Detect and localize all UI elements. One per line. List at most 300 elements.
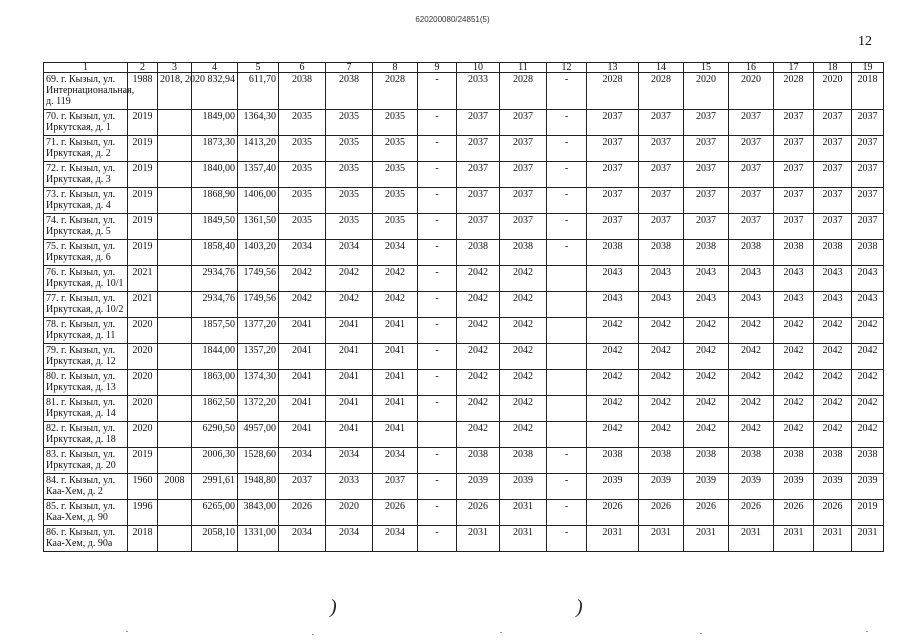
table-cell bbox=[158, 318, 192, 344]
table-cell: 2019 bbox=[128, 136, 158, 162]
table-cell: 2042 bbox=[729, 318, 774, 344]
table-row bbox=[44, 500, 884, 526]
table-cell: 2042 bbox=[814, 318, 852, 344]
address-cell: 86. г. Кызыл, ул. Каа-Хем, д. 90а bbox=[44, 526, 128, 552]
table-cell bbox=[158, 240, 192, 266]
table-cell: 2037 bbox=[684, 214, 729, 240]
table-cell: 2035 bbox=[373, 214, 418, 240]
table-cell: 2031 bbox=[500, 500, 547, 526]
table-cell: 2035 bbox=[373, 136, 418, 162]
table-cell: 2042 bbox=[639, 318, 684, 344]
table-cell: 2041 bbox=[279, 422, 326, 448]
table-cell: 2041 bbox=[326, 344, 373, 370]
table-cell: 2026 bbox=[457, 500, 500, 526]
column-header-4: 4 bbox=[192, 63, 238, 73]
table-row bbox=[44, 266, 884, 292]
table-cell: - bbox=[547, 474, 587, 500]
table-cell: 1374,30 bbox=[238, 370, 279, 396]
table-cell: 2039 bbox=[587, 474, 639, 500]
table-cell: 2042 bbox=[852, 370, 884, 396]
table-cell: 2041 bbox=[279, 370, 326, 396]
table-cell: - bbox=[547, 136, 587, 162]
table-cell: 2042 bbox=[457, 396, 500, 422]
table-cell: 2042 bbox=[373, 266, 418, 292]
table-cell: - bbox=[418, 292, 457, 318]
table-cell: 2042 bbox=[279, 292, 326, 318]
table-cell: 2037 bbox=[639, 188, 684, 214]
table-cell: 2021 bbox=[128, 266, 158, 292]
table-cell: 2038 bbox=[852, 448, 884, 474]
table-cell: 2020 bbox=[128, 396, 158, 422]
table-cell: 2037 bbox=[729, 110, 774, 136]
table-row bbox=[44, 474, 884, 500]
table-cell: 2042 bbox=[587, 422, 639, 448]
table-cell: 2019 bbox=[128, 110, 158, 136]
table-cell: - bbox=[418, 500, 457, 526]
table-cell: 2035 bbox=[373, 110, 418, 136]
table-cell: 2043 bbox=[814, 292, 852, 318]
table-cell: 2034 bbox=[326, 448, 373, 474]
table-cell: 1858,40 bbox=[192, 240, 238, 266]
column-header-5: 5 bbox=[238, 63, 279, 73]
table-cell: 2037 bbox=[457, 136, 500, 162]
table-cell: 2020 bbox=[128, 370, 158, 396]
table-cell: 2035 bbox=[326, 188, 373, 214]
table-cell: 2021 bbox=[128, 292, 158, 318]
address-cell: 72. г. Кызыл, ул. Иркутская, д. 3 bbox=[44, 162, 128, 188]
table-cell: 2038 bbox=[814, 448, 852, 474]
table-cell: 2042 bbox=[814, 422, 852, 448]
table-row bbox=[44, 162, 884, 188]
table-cell: 2019 bbox=[852, 500, 884, 526]
table-cell: 2038 bbox=[326, 73, 373, 110]
table-cell: 2038 bbox=[639, 240, 684, 266]
table-cell: 2037 bbox=[500, 162, 547, 188]
table-cell: 2042 bbox=[587, 396, 639, 422]
table-cell: 2035 bbox=[326, 214, 373, 240]
table-cell: 2043 bbox=[729, 266, 774, 292]
table-cell: 2042 bbox=[814, 370, 852, 396]
table-cell: 2039 bbox=[852, 474, 884, 500]
handwritten-mark-right: ) bbox=[576, 596, 583, 618]
table-row bbox=[44, 370, 884, 396]
table-cell: 2042 bbox=[639, 396, 684, 422]
table-cell: 2041 bbox=[373, 370, 418, 396]
table-cell: - bbox=[418, 188, 457, 214]
table-cell: 2034 bbox=[279, 448, 326, 474]
table-cell: 2042 bbox=[500, 422, 547, 448]
table-cell: - bbox=[418, 526, 457, 552]
table-cell: 2037 bbox=[500, 188, 547, 214]
column-header-16: 16 bbox=[729, 63, 774, 73]
table-cell: - bbox=[418, 318, 457, 344]
table-cell: 2042 bbox=[500, 318, 547, 344]
table-cell: 2043 bbox=[639, 266, 684, 292]
table-cell: 6290,50 bbox=[192, 422, 238, 448]
column-header-1: 1 bbox=[44, 63, 128, 73]
table-row bbox=[44, 136, 884, 162]
table-cell: 2037 bbox=[684, 162, 729, 188]
table-cell: 1749,56 bbox=[238, 266, 279, 292]
table-cell: 2006,30 bbox=[192, 448, 238, 474]
table-cell bbox=[158, 136, 192, 162]
table-cell: 2037 bbox=[814, 136, 852, 162]
table-cell: 2042 bbox=[457, 344, 500, 370]
address-cell: 69. г. Кызыл, ул. Интернациональная, д. 119 bbox=[44, 73, 128, 110]
column-header-11: 11 bbox=[500, 63, 547, 73]
table-cell: 2031 bbox=[729, 526, 774, 552]
table-cell bbox=[158, 162, 192, 188]
document-id: 620200080/24851(5) bbox=[415, 15, 490, 24]
table-cell: - bbox=[547, 240, 587, 266]
table-cell: 2028 bbox=[774, 73, 814, 110]
table-cell: 2043 bbox=[852, 292, 884, 318]
table-cell: 2026 bbox=[684, 500, 729, 526]
table-cell: 2037 bbox=[587, 110, 639, 136]
table-cell: 2035 bbox=[326, 110, 373, 136]
address-cell: 79. г. Кызыл, ул. Иркутская, д. 12 bbox=[44, 344, 128, 370]
table-cell: 2037 bbox=[500, 110, 547, 136]
column-header-17: 17 bbox=[774, 63, 814, 73]
table-cell: 2038 bbox=[684, 448, 729, 474]
table-cell: 2037 bbox=[814, 110, 852, 136]
table-cell: 1996 bbox=[128, 500, 158, 526]
table-cell: 2042 bbox=[457, 266, 500, 292]
table-cell: 1377,20 bbox=[238, 318, 279, 344]
table-cell: 2042 bbox=[373, 292, 418, 318]
table-cell: - bbox=[418, 240, 457, 266]
table-cell: 2037 bbox=[729, 136, 774, 162]
column-header-13: 13 bbox=[587, 63, 639, 73]
table-cell bbox=[158, 500, 192, 526]
table-cell: 2028 bbox=[639, 73, 684, 110]
table-row bbox=[44, 292, 884, 318]
page-number: 12 bbox=[858, 34, 872, 49]
table-cell: 2020 bbox=[729, 73, 774, 110]
table-cell: 2026 bbox=[587, 500, 639, 526]
table-cell: 2037 bbox=[852, 136, 884, 162]
table-cell: 2041 bbox=[279, 344, 326, 370]
table-cell: 2037 bbox=[587, 162, 639, 188]
table-cell: 2934,76 bbox=[192, 292, 238, 318]
table-cell bbox=[158, 266, 192, 292]
table-cell: 1988 bbox=[128, 73, 158, 110]
table-cell: 2035 bbox=[279, 188, 326, 214]
table-cell: 1361,50 bbox=[238, 214, 279, 240]
table-cell: 2031 bbox=[814, 526, 852, 552]
table-cell: 2041 bbox=[326, 370, 373, 396]
table-cell: 1948,80 bbox=[238, 474, 279, 500]
table-cell: 2037 bbox=[587, 214, 639, 240]
table-cell: - bbox=[547, 526, 587, 552]
table-row bbox=[44, 318, 884, 344]
table-cell: 2037 bbox=[852, 188, 884, 214]
table-cell: 2037 bbox=[852, 162, 884, 188]
table-cell: 2043 bbox=[587, 266, 639, 292]
address-cell: 75. г. Кызыл, ул. Иркутская, д. 6 bbox=[44, 240, 128, 266]
table-cell: 2042 bbox=[774, 396, 814, 422]
table-cell: 2035 bbox=[326, 136, 373, 162]
table-row bbox=[44, 526, 884, 552]
table-cell: 1406,00 bbox=[238, 188, 279, 214]
table-cell: 2039 bbox=[639, 474, 684, 500]
table-cell bbox=[158, 110, 192, 136]
table-cell bbox=[158, 370, 192, 396]
table-cell bbox=[547, 370, 587, 396]
table-cell: 2042 bbox=[639, 370, 684, 396]
table-cell: 2038 bbox=[587, 448, 639, 474]
table-cell: - bbox=[418, 73, 457, 110]
table-cell bbox=[158, 344, 192, 370]
address-cell: 73. г. Кызыл, ул. Иркутская, д. 4 bbox=[44, 188, 128, 214]
table-cell: 2042 bbox=[326, 292, 373, 318]
table-cell: 2037 bbox=[457, 214, 500, 240]
table-cell: 2037 bbox=[684, 136, 729, 162]
table-cell: 2037 bbox=[729, 188, 774, 214]
table-cell: 2037 bbox=[814, 188, 852, 214]
table-cell: 4957,00 bbox=[238, 422, 279, 448]
table-cell: 2042 bbox=[684, 396, 729, 422]
table-cell: 2037 bbox=[457, 188, 500, 214]
table-cell: 2037 bbox=[774, 162, 814, 188]
table-row bbox=[44, 240, 884, 266]
table-cell: 2034 bbox=[373, 448, 418, 474]
column-header-6: 6 bbox=[279, 63, 326, 73]
table-cell: 2041 bbox=[279, 396, 326, 422]
column-header-2: 2 bbox=[128, 63, 158, 73]
table-cell: 2037 bbox=[852, 110, 884, 136]
table-cell: 2020 bbox=[326, 500, 373, 526]
table-cell: 1844,00 bbox=[192, 344, 238, 370]
table-cell: 2042 bbox=[457, 422, 500, 448]
table-cell: 2042 bbox=[279, 266, 326, 292]
table-cell: 2031 bbox=[684, 526, 729, 552]
table-cell: 2041 bbox=[373, 318, 418, 344]
table-cell: 2019 bbox=[128, 162, 158, 188]
address-cell: 74. г. Кызыл, ул. Иркутская, д. 5 bbox=[44, 214, 128, 240]
table-cell: 2026 bbox=[729, 500, 774, 526]
table-cell: 2031 bbox=[852, 526, 884, 552]
table-cell: 2019 bbox=[128, 448, 158, 474]
table-cell: 2038 bbox=[814, 240, 852, 266]
table-row bbox=[44, 188, 884, 214]
table-cell: 2042 bbox=[639, 422, 684, 448]
table-cell bbox=[418, 422, 457, 448]
table-cell: 2018, 2020 bbox=[158, 73, 192, 110]
table-cell: 2020 bbox=[128, 318, 158, 344]
table-cell: 2035 bbox=[279, 162, 326, 188]
address-cell: 71. г. Кызыл, ул. Иркутская, д. 2 bbox=[44, 136, 128, 162]
table-cell: 2042 bbox=[500, 266, 547, 292]
address-cell: 78. г. Кызыл, ул. Иркутская, д. 11 bbox=[44, 318, 128, 344]
table-cell: 2031 bbox=[457, 526, 500, 552]
column-header-15: 15 bbox=[684, 63, 729, 73]
table-cell: 2033 bbox=[457, 73, 500, 110]
table-cell: 2038 bbox=[774, 448, 814, 474]
address-cell: 85. г. Кызыл, ул. Каа-Хем, д. 90 bbox=[44, 500, 128, 526]
table-cell: 2042 bbox=[587, 344, 639, 370]
table-cell: 2026 bbox=[814, 500, 852, 526]
table-cell: 2042 bbox=[729, 396, 774, 422]
table-cell: 1403,20 bbox=[238, 240, 279, 266]
table-cell: 2037 bbox=[729, 214, 774, 240]
table-cell: 2026 bbox=[639, 500, 684, 526]
table-cell: 2042 bbox=[684, 344, 729, 370]
column-header-12: 12 bbox=[547, 63, 587, 73]
table-cell: - bbox=[418, 396, 457, 422]
table-cell: 2042 bbox=[814, 344, 852, 370]
table-cell bbox=[547, 292, 587, 318]
table-cell: 2037 bbox=[774, 110, 814, 136]
table-cell: 2026 bbox=[774, 500, 814, 526]
table-cell bbox=[158, 188, 192, 214]
address-cell: 77. г. Кызыл, ул. Иркутская, д. 10/2 bbox=[44, 292, 128, 318]
table-cell: 2042 bbox=[774, 370, 814, 396]
table-cell: 2042 bbox=[457, 318, 500, 344]
table-cell: 2034 bbox=[326, 240, 373, 266]
table-cell: 2043 bbox=[684, 292, 729, 318]
table-cell: 1862,50 bbox=[192, 396, 238, 422]
table-cell: 2039 bbox=[684, 474, 729, 500]
column-header-7: 7 bbox=[326, 63, 373, 73]
table-cell: 1840,00 bbox=[192, 162, 238, 188]
table-cell: 2037 bbox=[774, 188, 814, 214]
table-cell: 1528,60 bbox=[238, 448, 279, 474]
table-cell: 1357,20 bbox=[238, 344, 279, 370]
table-cell: 2042 bbox=[326, 266, 373, 292]
table-cell: 2019 bbox=[128, 188, 158, 214]
table-cell: 2042 bbox=[814, 396, 852, 422]
table-cell: 2037 bbox=[814, 162, 852, 188]
table-cell: 1413,20 bbox=[238, 136, 279, 162]
table-cell: 1357,40 bbox=[238, 162, 279, 188]
table-row bbox=[44, 448, 884, 474]
table-cell: 2035 bbox=[373, 188, 418, 214]
table-cell: 2037 bbox=[684, 188, 729, 214]
table-cell: 2038 bbox=[457, 448, 500, 474]
table-cell: - bbox=[547, 214, 587, 240]
table-cell: 2043 bbox=[729, 292, 774, 318]
table-cell: 2037 bbox=[729, 162, 774, 188]
table-cell: 2038 bbox=[500, 240, 547, 266]
table-cell: 832,94 bbox=[192, 73, 238, 110]
table-cell: 2035 bbox=[279, 214, 326, 240]
table-cell: 2042 bbox=[852, 396, 884, 422]
address-cell: 82. г. Кызыл, ул. Иркутская, д. 18 bbox=[44, 422, 128, 448]
table-cell: 2042 bbox=[457, 370, 500, 396]
table-cell: 2042 bbox=[729, 422, 774, 448]
table-cell: 2042 bbox=[684, 422, 729, 448]
table-cell: 2034 bbox=[373, 240, 418, 266]
table-cell: 2038 bbox=[639, 448, 684, 474]
column-header-19: 19 bbox=[852, 63, 884, 73]
table-cell: 2039 bbox=[774, 474, 814, 500]
table-cell: 2043 bbox=[814, 266, 852, 292]
table-cell: 2037 bbox=[814, 214, 852, 240]
table-cell: 2042 bbox=[500, 370, 547, 396]
table-cell: 2039 bbox=[500, 474, 547, 500]
table-cell: 2042 bbox=[729, 344, 774, 370]
table-cell: 3843,00 bbox=[238, 500, 279, 526]
column-number-row bbox=[44, 63, 884, 73]
table-cell: - bbox=[418, 474, 457, 500]
table-cell: - bbox=[418, 162, 457, 188]
table-cell: 2020 bbox=[128, 344, 158, 370]
table-cell: 2041 bbox=[326, 422, 373, 448]
table-cell: 2038 bbox=[684, 240, 729, 266]
address-cell: 83. г. Кызыл, ул. Иркутская, д. 20 bbox=[44, 448, 128, 474]
table-cell: - bbox=[418, 136, 457, 162]
address-cell: 70. г. Кызыл, ул. Иркутская, д. 1 bbox=[44, 110, 128, 136]
table-cell: 2019 bbox=[128, 214, 158, 240]
address-cell: 81. г. Кызыл, ул. Иркутская, д. 14 bbox=[44, 396, 128, 422]
table-cell: 2039 bbox=[457, 474, 500, 500]
table-cell: 1849,00 bbox=[192, 110, 238, 136]
table-cell: 2037 bbox=[457, 162, 500, 188]
table-row bbox=[44, 214, 884, 240]
table-cell: 1331,00 bbox=[238, 526, 279, 552]
table-cell: 1863,00 bbox=[192, 370, 238, 396]
table-cell: 2043 bbox=[587, 292, 639, 318]
table-cell: 2020 bbox=[128, 422, 158, 448]
table-cell: 2039 bbox=[729, 474, 774, 500]
table-cell: 2042 bbox=[684, 370, 729, 396]
table-cell bbox=[547, 318, 587, 344]
table-cell: - bbox=[547, 188, 587, 214]
table-cell: 2038 bbox=[587, 240, 639, 266]
table-cell: 2038 bbox=[729, 240, 774, 266]
table-row bbox=[44, 396, 884, 422]
address-cell: 76. г. Кызыл, ул. Иркутская, д. 10/1 bbox=[44, 266, 128, 292]
table-cell: 2037 bbox=[639, 162, 684, 188]
table-cell: 2042 bbox=[729, 370, 774, 396]
table-cell: 2037 bbox=[500, 214, 547, 240]
table-cell: 2042 bbox=[774, 318, 814, 344]
table-row bbox=[44, 110, 884, 136]
table-cell: 2041 bbox=[373, 344, 418, 370]
table-cell: 611,70 bbox=[238, 73, 279, 110]
table-cell: 2042 bbox=[587, 370, 639, 396]
table-cell: 1372,20 bbox=[238, 396, 279, 422]
table-cell: 2035 bbox=[326, 162, 373, 188]
column-header-10: 10 bbox=[457, 63, 500, 73]
table-cell: - bbox=[418, 344, 457, 370]
table-cell: 2042 bbox=[852, 422, 884, 448]
table-cell: 2037 bbox=[457, 110, 500, 136]
table-cell bbox=[547, 344, 587, 370]
table-cell: 2034 bbox=[279, 526, 326, 552]
table-cell: 2042 bbox=[639, 344, 684, 370]
table-cell: 2034 bbox=[279, 240, 326, 266]
table-cell: - bbox=[418, 214, 457, 240]
table-cell: 2042 bbox=[852, 344, 884, 370]
table-cell: 2028 bbox=[587, 73, 639, 110]
table-cell: 2042 bbox=[684, 318, 729, 344]
table-cell bbox=[158, 526, 192, 552]
table-cell: 2037 bbox=[500, 136, 547, 162]
address-cell: 84. г. Кызыл, ул. Каа-Хем, д. 2 bbox=[44, 474, 128, 500]
table-row bbox=[44, 344, 884, 370]
table-cell: 2038 bbox=[729, 448, 774, 474]
table-cell: 2042 bbox=[774, 344, 814, 370]
column-header-14: 14 bbox=[639, 63, 684, 73]
table-cell: 2037 bbox=[639, 110, 684, 136]
table-cell: 2042 bbox=[500, 292, 547, 318]
table-cell: 2035 bbox=[373, 162, 418, 188]
table-cell: 2042 bbox=[852, 318, 884, 344]
table-cell: 2037 bbox=[774, 214, 814, 240]
table-cell: 2031 bbox=[587, 526, 639, 552]
